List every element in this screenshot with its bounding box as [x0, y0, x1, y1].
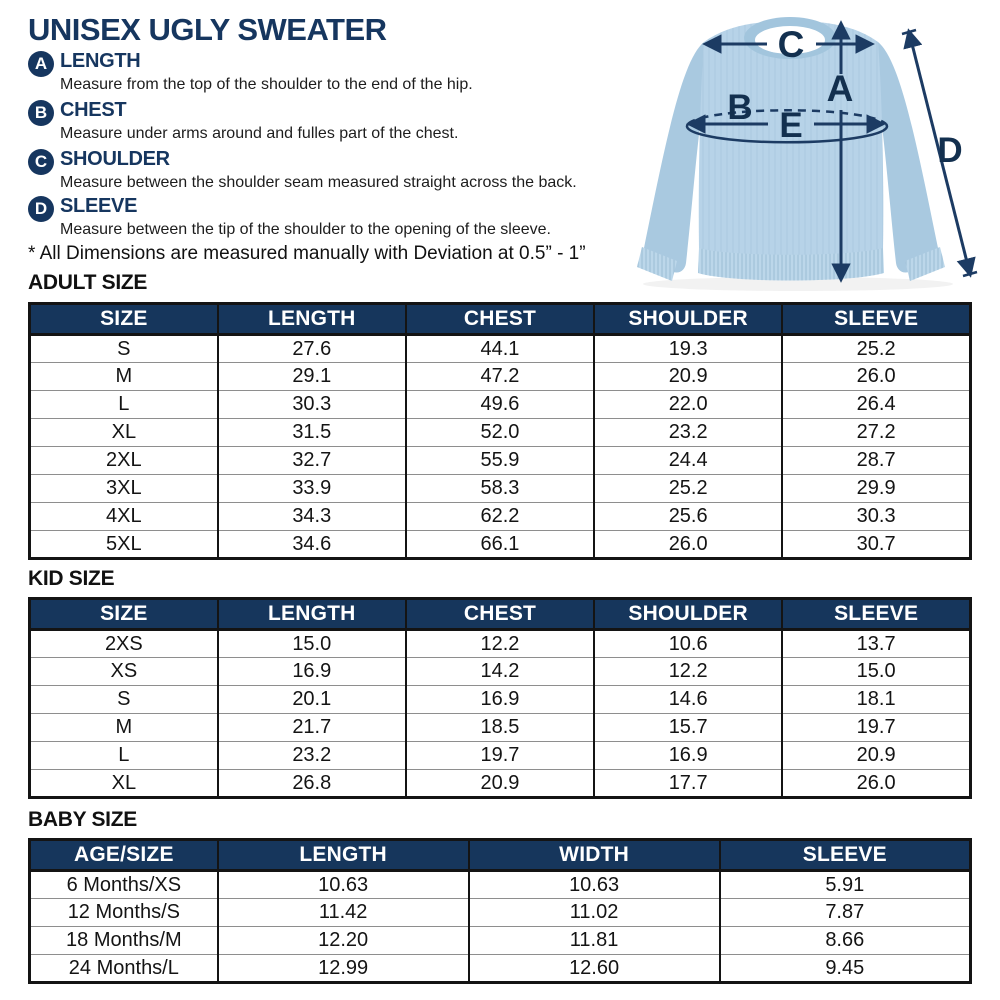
size-cell: 24 Months/L — [30, 955, 218, 983]
size-cell: 3XL — [30, 475, 218, 503]
value-cell: 20.9 — [594, 363, 782, 391]
header-row — [30, 599, 971, 630]
value-cell: 16.9 — [594, 742, 782, 770]
value-cell: 23.2 — [218, 742, 406, 770]
value-cell: 26.0 — [782, 363, 970, 391]
legend-desc-sleeve: Measure between the tip of the shoulder to the opening of the sleeve. — [60, 221, 551, 238]
letter-c-badge-icon: C — [28, 149, 54, 175]
value-cell: 10.63 — [469, 871, 720, 899]
value-cell: 20.1 — [218, 686, 406, 714]
value-cell: 20.9 — [406, 770, 594, 798]
value-cell: 9.45 — [720, 955, 971, 983]
table-row — [30, 686, 971, 714]
size-cell: 12 Months/S — [30, 899, 218, 927]
value-cell: 12.99 — [218, 955, 469, 983]
column-header: SHOULDER — [594, 599, 782, 630]
column-header: LENGTH — [218, 304, 406, 335]
value-cell: 44.1 — [406, 335, 594, 363]
column-header: WIDTH — [469, 840, 720, 871]
value-cell: 30.7 — [782, 531, 970, 559]
value-cell: 20.9 — [782, 742, 970, 770]
value-cell: 22.0 — [594, 391, 782, 419]
page-title: UNISEX UGLY SWEATER — [28, 12, 387, 47]
header-row — [30, 304, 971, 335]
size-cell: 18 Months/M — [30, 927, 218, 955]
table-row — [30, 419, 971, 447]
value-cell: 52.0 — [406, 419, 594, 447]
column-header: SIZE — [30, 304, 218, 335]
legend-desc-shoulder: Measure between the shoulder seam measured straight across the back. — [60, 174, 577, 191]
size-cell: M — [30, 363, 218, 391]
deviation-note: * All Dimensions are measured manually with Deviation at 0.5” - 1” — [28, 243, 586, 264]
kid-size-table — [28, 597, 972, 799]
size-cell: XL — [30, 770, 218, 798]
column-header: SLEEVE — [720, 840, 971, 871]
size-cell: 6 Months/XS — [66, 873, 182, 896]
value-cell: 19.3 — [594, 335, 782, 363]
value-cell: 25.6 — [594, 503, 782, 531]
table-row — [30, 899, 971, 927]
value-cell: 13.7 — [782, 630, 970, 658]
value-cell: 14.6 — [594, 686, 782, 714]
value-cell: 19.7 — [782, 714, 970, 742]
value-cell: 34.6 — [218, 531, 406, 559]
adult-size-heading: ADULT SIZE — [28, 271, 148, 294]
legend-title-length: LENGTH — [60, 50, 141, 72]
legend-item-shoulder — [28, 148, 577, 192]
label-b: B — [727, 88, 753, 127]
label-d: D — [937, 131, 963, 170]
table-row — [30, 955, 971, 983]
letter-a-badge-icon: A — [28, 51, 54, 77]
column-header: SLEEVE — [782, 304, 970, 335]
size-cell: L — [30, 391, 218, 419]
size-cell: 2XL — [30, 447, 218, 475]
table-row — [30, 714, 971, 742]
value-cell: 28.7 — [782, 447, 970, 475]
value-cell: 19.7 — [406, 742, 594, 770]
value-cell: 29.1 — [218, 363, 406, 391]
value-cell: 49.6 — [406, 391, 594, 419]
letter-d-badge-icon: D — [28, 196, 54, 222]
value-cell: 31.5 — [218, 419, 406, 447]
header-row — [30, 840, 971, 871]
value-cell: 16.9 — [218, 658, 406, 686]
value-cell: 12.2 — [594, 658, 782, 686]
size-cell: M — [30, 714, 218, 742]
sweater-measurement-diagram — [628, 0, 1000, 292]
value-cell: 26.4 — [782, 391, 970, 419]
value-cell: 55.9 — [406, 447, 594, 475]
table-row — [30, 927, 971, 955]
value-cell: 30.3 — [782, 503, 970, 531]
table-row — [30, 503, 971, 531]
column-header: SLEEVE — [782, 599, 970, 630]
label-e: E — [779, 106, 803, 145]
value-cell: 29.9 — [782, 475, 970, 503]
table-row — [30, 391, 971, 419]
value-cell: 8.66 — [720, 927, 971, 955]
value-cell: 26.8 — [218, 770, 406, 798]
table-row — [30, 658, 971, 686]
value-cell: 12.60 — [469, 955, 720, 983]
size-cell: S — [30, 686, 218, 714]
value-cell: 15.0 — [218, 630, 406, 658]
value-cell: 11.42 — [218, 899, 469, 927]
value-cell: 26.0 — [782, 770, 970, 798]
table-row — [30, 770, 971, 798]
legend-item-length — [28, 50, 473, 94]
size-cell: XL — [30, 419, 218, 447]
table-row — [30, 475, 971, 503]
size-cell: L — [30, 742, 218, 770]
value-cell: 27.6 — [218, 335, 406, 363]
legend-title-sleeve: SLEEVE — [60, 195, 138, 217]
value-cell: 7.87 — [720, 899, 971, 927]
size-cell: XS — [30, 658, 218, 686]
adult-size-table — [28, 302, 972, 560]
column-header: SHOULDER — [594, 304, 782, 335]
value-cell: 34.3 — [218, 503, 406, 531]
label-a: A — [826, 68, 854, 109]
value-cell: 21.7 — [218, 714, 406, 742]
table-row — [30, 447, 971, 475]
value-cell: 17.7 — [594, 770, 782, 798]
column-header: LENGTH — [218, 840, 469, 871]
value-cell: 58.3 — [406, 475, 594, 503]
value-cell: 24.4 — [594, 447, 782, 475]
table-row — [30, 742, 971, 770]
legend-desc-length: Measure from the top of the shoulder to the end of the hip. — [60, 76, 473, 93]
value-cell: 16.9 — [406, 686, 594, 714]
table-row — [30, 871, 971, 899]
value-cell: 32.7 — [218, 447, 406, 475]
kid-size-heading: KID SIZE — [28, 567, 115, 590]
value-cell: 25.2 — [782, 335, 970, 363]
value-cell: 12.20 — [218, 927, 469, 955]
value-cell: 14.2 — [406, 658, 594, 686]
baby-size-heading: BABY SIZE — [28, 808, 137, 831]
table-row — [30, 630, 971, 658]
value-cell: 5.91 — [720, 871, 971, 899]
label-c: C — [777, 24, 805, 65]
value-cell: 27.2 — [782, 419, 970, 447]
table-row — [30, 335, 971, 363]
legend-title-shoulder: SHOULDER — [60, 148, 170, 170]
value-cell: 47.2 — [406, 363, 594, 391]
value-cell: 12.2 — [406, 630, 594, 658]
column-header: AGE/SIZE — [30, 840, 218, 871]
value-cell: 11.02 — [469, 899, 720, 927]
size-cell: 2XS — [104, 632, 143, 655]
letter-b-badge-icon: B — [28, 100, 54, 126]
value-cell: 15.7 — [594, 714, 782, 742]
value-cell: 18.5 — [406, 714, 594, 742]
legend-desc-chest: Measure under arms around and fulles part of the chest. — [60, 125, 459, 142]
value-cell: 10.63 — [218, 871, 469, 899]
table-row — [30, 531, 971, 559]
legend-title-chest: CHEST — [60, 99, 127, 121]
legend-item-sleeve — [28, 195, 551, 239]
value-cell: 66.1 — [406, 531, 594, 559]
legend-item-chest — [28, 99, 458, 143]
column-header: LENGTH — [218, 599, 406, 630]
value-cell: 30.3 — [218, 391, 406, 419]
column-header: SIZE — [30, 599, 218, 630]
value-cell: 62.2 — [406, 503, 594, 531]
table-row — [30, 363, 971, 391]
value-cell: 33.9 — [218, 475, 406, 503]
value-cell: 15.0 — [782, 658, 970, 686]
value-cell: 23.2 — [594, 419, 782, 447]
value-cell: 18.1 — [782, 686, 970, 714]
baby-size-table — [28, 838, 972, 984]
value-cell: 25.2 — [594, 475, 782, 503]
value-cell: 10.6 — [594, 630, 782, 658]
value-cell: 26.0 — [594, 531, 782, 559]
column-header: CHEST — [406, 599, 594, 630]
value-cell: 11.81 — [469, 927, 720, 955]
column-header: CHEST — [406, 304, 594, 335]
size-cell: 5XL — [30, 531, 218, 559]
size-cell: 4XL — [30, 503, 218, 531]
size-cell: S — [117, 337, 131, 360]
